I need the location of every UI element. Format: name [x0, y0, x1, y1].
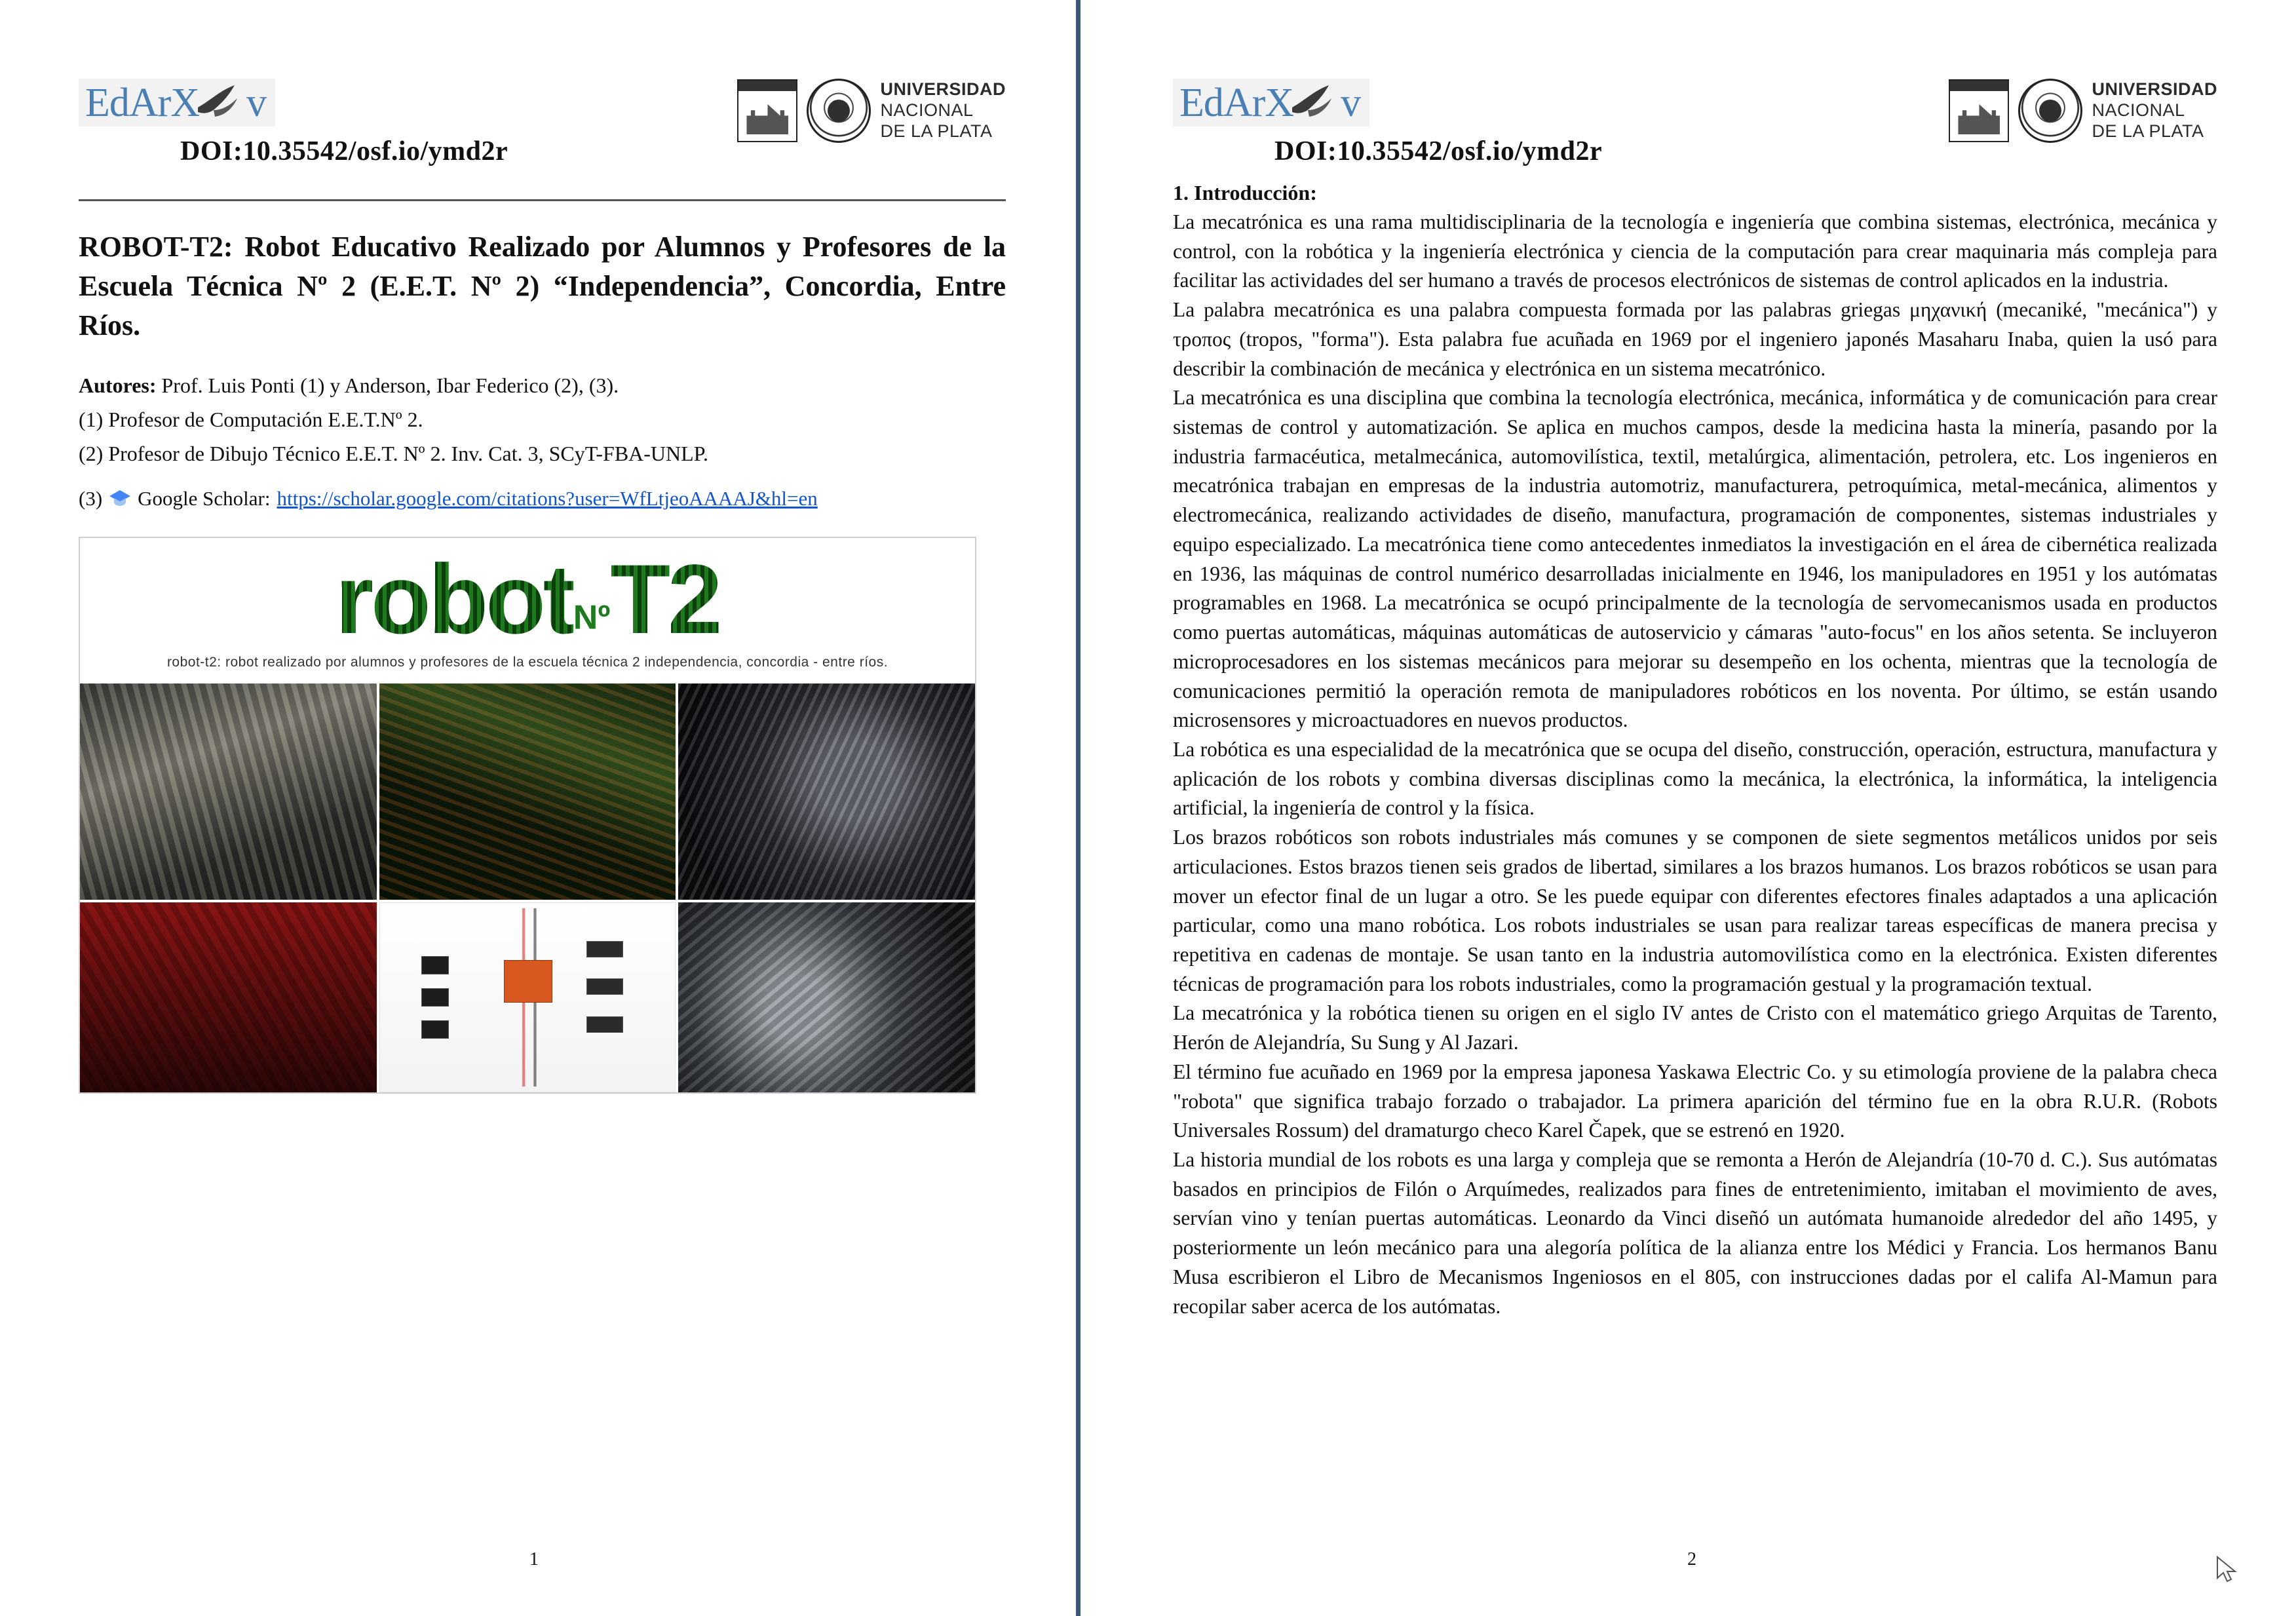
edarxiv-wordmark-suffix: v [246, 80, 267, 125]
header-divider [79, 199, 1006, 201]
affiliation-2: (2) Profesor de Dibujo Técnico E.E.T. Nº 2. Inv. Cat. 3, SCyT-FBA-UNLP. [79, 441, 708, 465]
unlp-crest-round-icon-2 [2018, 79, 2082, 143]
edarxiv-wordmark-2: EdArX [1179, 80, 1294, 125]
cover-figure [79, 537, 976, 1094]
authors-row [79, 370, 1006, 402]
page-1 [0, 0, 1068, 1616]
university-line-1-b: UNIVERSIDAD [2092, 79, 2217, 100]
figure-caption: robot-t2: robot realizado por alumnos y profesores de la escuela técnica 2 independencia, concordia - entre ríos. [166, 655, 889, 670]
page-header [79, 79, 1006, 177]
scholar-marker: (3) [79, 487, 103, 510]
doi-text: DOI:10.35542/osf.io/ymd2r [180, 136, 508, 166]
bird-icon-2 [1290, 81, 1341, 124]
affiliation-1: (1) Profesor de Computación E.E.T.Nº 2. [79, 408, 423, 432]
university-line-2-b: NACIONAL [2092, 100, 2185, 121]
authors-block [79, 370, 1006, 470]
unlp-crest-round-icon [807, 79, 871, 143]
paragraph: La palabra mecatrónica es una palabra compuesta formada por las palabras griegas μηχανική (mecaniké, "mecánica") y τροπος (tropos, "forma"). Esta palabra fue acuñada en 1969 por el ingeniero japonés Masaharu Inaba, quien la usó para describir la combinación de mecánica y electrónica en un sistema mecatrónico. [1173, 298, 2217, 380]
edarxiv-wordmark-suffix-2: v [1341, 80, 1361, 125]
paragraph: La mecatrónica es una rama multidisciplinaria de la tecnología e ingeniería que combina sistemas, electrónica, mecánica y control, con la robótica y la ingeniería electrónica y ciencia de la computación para crear maquinaria más compleja para facilitar las actividades del ser humano a través de procesos electrónicos de sistemas de control aplicados en la industria. [1173, 210, 2217, 292]
paragraph: Los brazos robóticos son robots industriales más comunes y se componen de siete segmentos metálicos unidos por seis articulaciones. Estos brazos tienen seis grados de libertad, similares a los brazos humanos. Los brazos robóticos se usan para mover un efector final de un lugar a otro. Se les puede equipar con diferentes efectores finales adaptados a una aplicación particular, como una mano robótica. Los robots industriales se usan para realizar tareas específicas de manera precisa y repetitiva en cadenas de montaje. Se usan tanto en la industria automovilística como en la electrónica. Existen diferentes técnicas de programación para los robots industriales, como la programación gestual y la programación textual. [1173, 826, 2217, 995]
chassis-detail-photo [80, 683, 377, 900]
university-name-2 [2092, 79, 2217, 142]
brand-block-2 [1173, 79, 1602, 167]
page-header-2 [1173, 79, 2217, 177]
university-name [880, 79, 1006, 142]
page-2 [1088, 0, 2296, 1616]
cad-render-photo [678, 683, 975, 900]
university-line-2: NACIONAL [880, 100, 974, 121]
body-text [1173, 208, 2217, 1321]
section-heading-introduccion: 1. Introducción: [1173, 181, 1317, 204]
robot-wordmark-sup: Nº [573, 598, 611, 637]
paragraph: La robótica es una especialidad de la mecatrónica que se ocupa del diseño, construcción, operación, estructura, manufactura y aplicación de los robots y combina diversas disciplinas como la mecánica, la electrónica, la informática, la inteligencia artificial, la ingeniería de control y la física. [1173, 737, 2217, 820]
cad-assembly-photo [678, 902, 975, 1092]
gutter-divider [1076, 0, 1081, 1616]
figure-banner [80, 538, 975, 683]
page-gutter [1068, 0, 1088, 1616]
page-number-2: 2 [1687, 1549, 1696, 1569]
robot-night-photo [379, 683, 676, 900]
bird-icon [195, 81, 246, 124]
robot-model: T2 [610, 544, 720, 655]
mouse-cursor-icon [2213, 1554, 2244, 1585]
paragraph: El término fue acuñado en 1969 por la empresa japonesa Yaskawa Electric Co. y su etimología proviene de la palabra checa "robota" que significa trabajo forzado o trabajador. La primera aparición del término fue en la obra R.U.R. (Robots Universales Rossum) del dramaturgo checo Karel Čapek, que se estrenó en 1920. [1173, 1060, 2217, 1142]
wiring-diagram-photo [379, 902, 676, 1092]
paragraph: La mecatrónica es una disciplina que combina la tecnología electrónica, mecánica, informática y de comunicación para crear sistemas de control y automatización. Se aplica en muchos campos, desde la medicina hasta la minería, pasando por la industria farmacéutica, metalmecánica, automovilística, textil, metalúrgica, alimentación, petrolera, etc. Los ingenieros en mecatrónica trabajan en empresas de la industria automotriz, manufacturera, petroquímica, metal-mecánica, alimentos y electromecánica, realizando actividades de diseño, manufactura, programación de componentes, sistemas industriales y equipo especializado. La mecatrónica tiene como antecedentes inmediatos la investigación en el área de cibernética realizada en 1936, las máquinas de control numérico desarrolladas inicialmente en 1946, los manipuladores en 1951 y los autómatas programables en 1968. La mecatrónica se ocupó principalmente de la tecnología de servomecanismos usada en productos como puertas automáticas, máquinas automáticas de autoservicio y cámaras "auto-focus" en los años setenta. Se incluyeron microprocesadores en los sistemas mecánicos para mejorar su desempeño en los ochenta, mientras que la tecnología de comunicaciones permitió la operación remota de manipuladores robóticos en los noventa. Por último, se están usando microsensores y microactuadores en nuevos productos. [1173, 386, 2217, 732]
scholar-label: Google Scholar: [138, 487, 271, 510]
paragraph: La historia mundial de los robots es una larga y compleja que se remonta a Herón de Alejandría (10-70 d. C.). Sus autómatas basados en principios de Filón o Arquímedes, realizados para fines de entretenimiento, imitaban el movimiento de aves, servían vino y tenían puertas automáticas. Leonardo da Vinci diseñó un autómata humanoide alrededor del año 1495, y posteriormente un león mecánico para una alegoría política de la alianza entre los Médici y Francia. Los hermanos Banu Musa escribieron el Libro de Mecanismos Ingeniosos en el 805, con instrucciones dadas por el califa Al-Mamun para recopilar saber acerca de los autómatas. [1173, 1148, 2217, 1318]
edarxiv-logo[interactable] [79, 79, 275, 126]
gamepad-control-photo [80, 902, 377, 1092]
university-logo-2 [1949, 79, 2217, 143]
scholar-row [79, 487, 1006, 510]
university-line-3-b: DE LA PLATA [2092, 121, 2204, 141]
page-number-1: 1 [529, 1549, 539, 1569]
university-logo [737, 79, 1006, 143]
edarxiv-logo-2[interactable] [1173, 79, 1369, 126]
edarxiv-wordmark: EdArX [85, 80, 200, 125]
unlp-crest-square-icon [737, 79, 797, 142]
university-line-3: DE LA PLATA [880, 121, 993, 141]
figure-photo-grid [80, 683, 975, 1092]
robot-wordmark: robot [335, 544, 573, 655]
university-line-1: UNIVERSIDAD [880, 79, 1006, 100]
google-scholar-icon [109, 489, 131, 509]
doi-text-2: DOI:10.35542/osf.io/ymd2r [1274, 136, 1603, 166]
unlp-crest-square-icon-2 [1949, 79, 2009, 142]
scholar-profile-link[interactable]: https://scholar.google.com/citations?user=WfLtjeoAAAAJ&hl=en [277, 487, 818, 510]
authors-label: Autores: [79, 374, 157, 398]
authors-value: Prof. Luis Ponti (1) y Anderson, Ibar Federico (2), (3). [161, 374, 619, 398]
brand-block [79, 79, 508, 167]
page-title: ROBOT-T2: Robot Educativo Realizado por Alumnos y Profesores de la Escuela Técnica Nº 2 (E.E.T. Nº 2) “Independencia”, Concordia, Entre Ríos. [79, 231, 1006, 341]
paragraph: La mecatrónica y la robótica tienen su origen en el siglo IV antes de Cristo con el matemático griego Arquitas de Tarento, Herón de Alejandría, Su Sung y Al Jazari. [1173, 1001, 2217, 1054]
